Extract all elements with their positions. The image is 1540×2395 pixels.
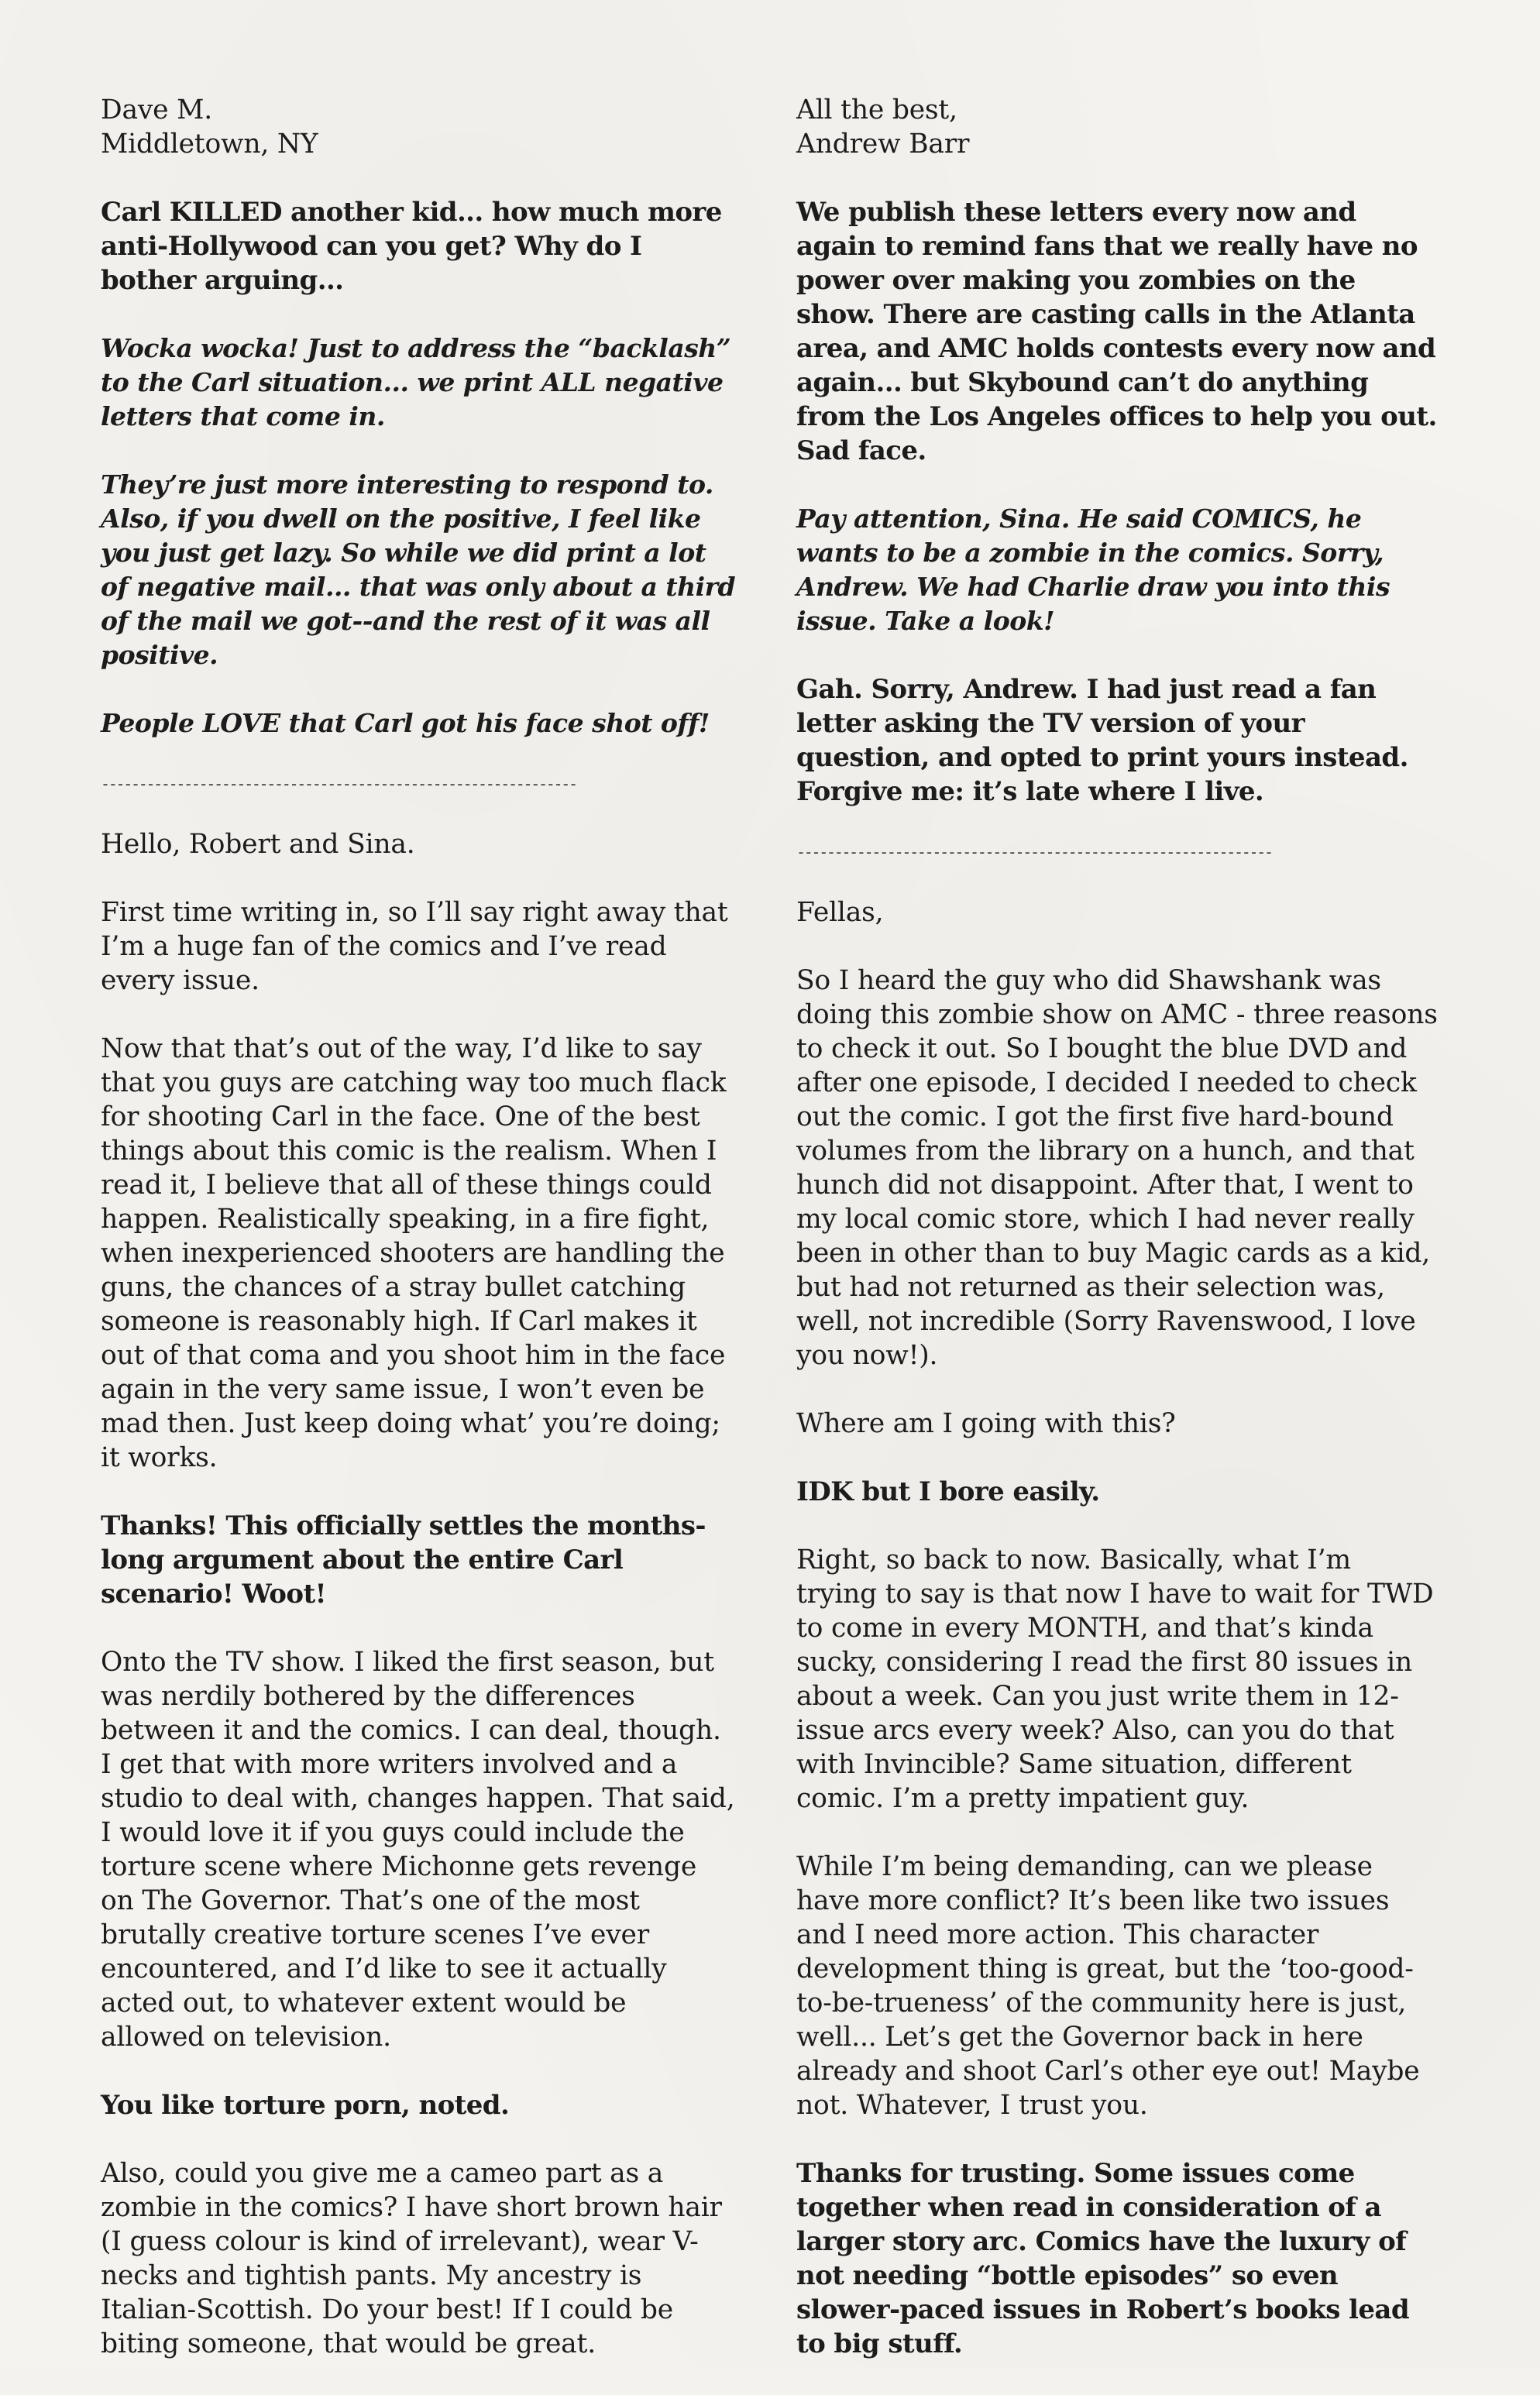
right-signature	[796, 93, 1439, 161]
reader-paragraph: Fellas,	[796, 897, 884, 928]
editor-response: Thanks for trusting. Some issues come together when read in consideration of a larger story arc. Comics have the luxury of not needing “bottle episodes” so even slower-paced issues in Robert’s books lead to big stuff.	[796, 2158, 1409, 2359]
signature-line: Dave M.	[101, 94, 212, 125]
reader-paragraph: First time writing in, so I’ll say right away that I’m a huge fan of the comics and I’ve read every issue.	[101, 897, 728, 996]
editor-response: We publish these letters every now and again to remind fans that we really have no power over making you zombies on the show. There are casting calls in the Atlanta area, and AMC holds contests every now and again... but Skybound can’t do anything from the Los Angeles offices to help you out. Sad face.	[796, 197, 1437, 466]
editor-response: Thanks! This officially settles the months-long argument about the entire Carl scenario! Woot!	[101, 1510, 706, 1610]
letter-divider: ---------------------------------------------------------------	[101, 775, 576, 793]
left-column	[101, 93, 736, 2395]
editor-response: People LOVE that Carl got his face shot off!	[101, 708, 710, 738]
right-column	[796, 93, 1439, 2395]
reader-paragraph: While I’m being demanding, can we please have more conflict? It’s been like two issues and I need more action. This character development thing is great, but the ‘too-good-to-be-trueness’ of the community here is just, well... Let’s get the Governor back in here already and shoot Carl’s other eye out! Maybe not. Whatever, I trust you.	[796, 1851, 1420, 2121]
reader-paragraph: Right, so back to now. Basically, what I’m trying to say is that now I have to wait for TWD to come in every MONTH, and that’s kinda sucky, considering I read the first 80 issues in about a week. Can you just write them in 12-issue arcs every week? Also, can you do that with Invincible? Same situation, different comic. I’m a pretty impatient guy.	[796, 1545, 1434, 1814]
editor-response: You like torture porn, noted.	[101, 2090, 510, 2121]
reader-paragraph: Also, could you give me a cameo part as a zombie in the comics? I have short brown hair (I guess colour is kind of irrelevant), wear V-necks and tightish pants. My ancestry is Italian-Scottish. Do your best! If I could be biting someone, that would be great.	[101, 2158, 722, 2359]
editor-response: Carl KILLED another kid... how much more anti-Hollywood can you get? Why do I bother arguing...	[101, 197, 722, 296]
editor-response: They’re just more interesting to respond to. Also, if you dwell on the positive, I feel like you just get lazy. So while we did print a lot of negative mail... that was only about a third of the mail we got--and the rest of it was all positive.	[101, 469, 736, 670]
editor-response: Pay attention, Sina. He said COMICS, he wants to be a zombie in the comics. Sorry, Andrew. We had Charlie draw you into this issue. Take a look!	[796, 503, 1390, 636]
left-letter-blocks	[101, 195, 736, 2361]
reader-paragraph: Hello, Robert and Sina.	[101, 829, 415, 860]
editor-response: Wocka wocka! Just to address the “backlash” to the Carl situation... we print ALL negative letters that come in.	[101, 333, 731, 431]
signature-line: All the best,	[796, 94, 957, 125]
reader-paragraph: Where am I going with this?	[796, 1408, 1176, 1439]
right-letter-blocks	[796, 195, 1439, 2361]
letter-divider: ---------------------------------------------------------------	[796, 843, 1272, 861]
signature-line: Middletown, NY	[101, 129, 318, 160]
signature-line: Andrew Barr	[796, 129, 970, 160]
reader-paragraph: Now that that’s out of the way, I’d like to say that you guys are catching way too much flack for shooting Carl in the face. One of the best things about this comic is the realism. When I read it, I believe that all of these things could happen. Realistically speaking, in a fire fight, when inexperienced shooters are handling the guns, the chances of a stray bullet catching someone is reasonably high. If Carl makes it out of that coma and you shoot him in the face again in the very same issue, I won’t even be mad then. Just keep doing what’ you’re doing; it works.	[101, 1033, 727, 1473]
reader-paragraph: Onto the TV show. I liked the first season, but was nerdily bothered by the differences between it and the comics. I can deal, though. I get that with more writers involved and a studio to deal with, changes happen. That said, I would love it if you guys could include the torture scene where Michonne gets revenge on The Governor. That’s one of the most brutally creative torture scenes I’ve ever encountered, and I’d like to see it actually acted out, to whatever extent would be allowed on television.	[101, 1647, 735, 2053]
editor-response: IDK but I bore easily.	[796, 1476, 1100, 1507]
editor-response: Gah. Sorry, Andrew. I had just read a fan letter asking the TV version of your question, and opted to print yours instead. Forgive me: it’s late where I live.	[796, 674, 1408, 807]
reader-paragraph: So I heard the guy who did Shawshank was doing this zombie show on AMC - three reasons to check it out. So I bought the blue DVD and after one episode, I decided I needed to check out the comic. I got the first five hard-bound volumes from the library on a hunch, and that hunch did not disappoint. After that, I went to my local comic store, which I had never really been in other than to buy Magic cards as a kid, but had not returned as their selection was, well, not incredible (Sorry Ravenswood, I love you now!).	[796, 965, 1438, 1371]
left-signature	[101, 93, 736, 161]
